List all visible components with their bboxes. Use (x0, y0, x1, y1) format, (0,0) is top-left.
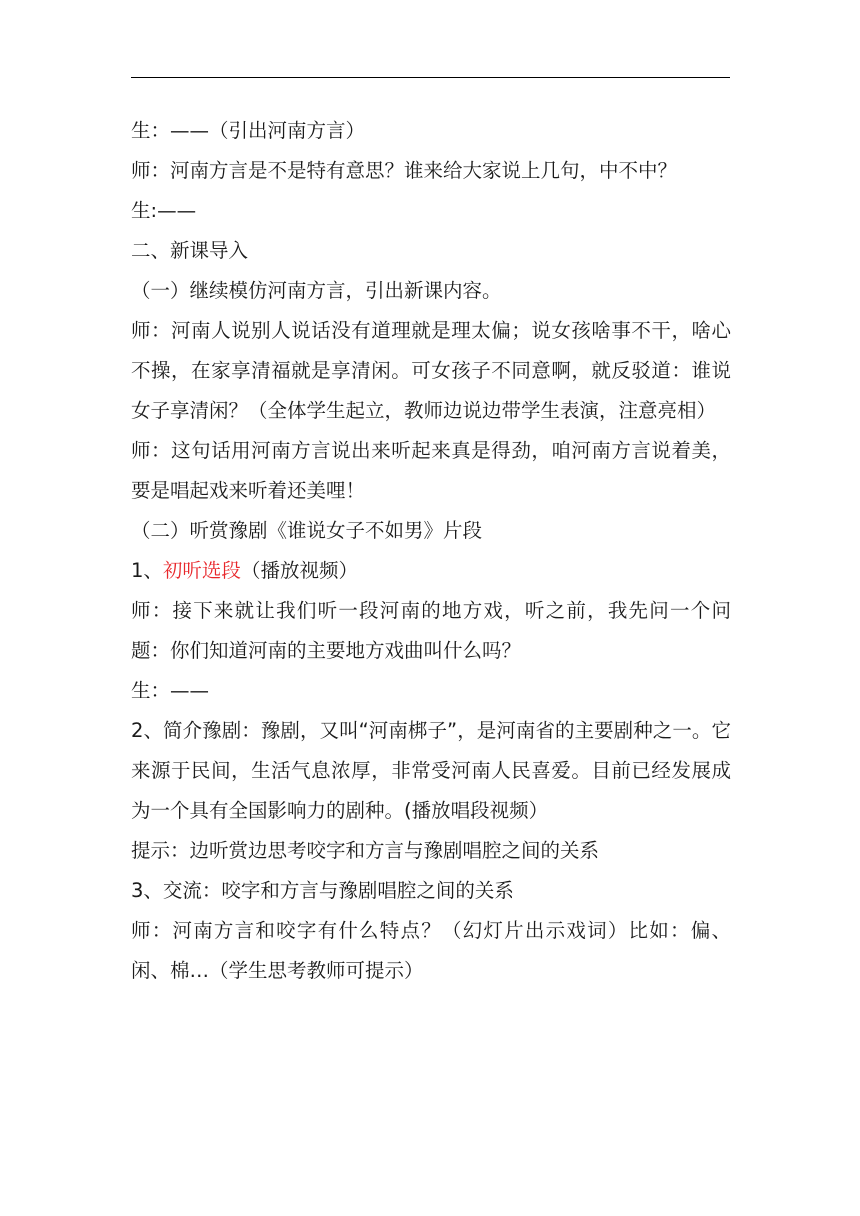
paragraph-teacher-intro: 师：接下来就让我们听一段河南的地方戏，听之前，我先问一个问题：你们知道河南的主要地方戏曲叫什么吗？ (131, 599, 731, 662)
step-number: 1、 (131, 559, 163, 582)
highlighted-text: 初听选段 (162, 559, 241, 582)
paragraph-hint: 提示：边听赏边思考咬字和方言与豫剧唱腔之间的关系 (131, 839, 600, 862)
paragraph-teacher-question: 师：河南方言是不是特有意思？谁来给大家说上几句，中不中？ (131, 159, 678, 182)
step-heading: 3、交流：咬字和方言与豫剧唱腔之间的关系 (131, 879, 514, 902)
subsection-heading: （二）听赏豫剧《谁说女子不如男》片段 (131, 519, 483, 542)
step-note: （播放视频） (240, 559, 358, 582)
paragraph-teacher-dialect: 师：河南人说别人说话没有道理就是理太偏；说女孩啥事不干，啥心不操，在家享清福就是享清闲。可女孩子不同意啊，就反驳道：谁说女子享清闲？（全体学生起立，教师边说边带学生表演，注意亮相） (131, 319, 731, 422)
paragraph-student-reply: 生：—— (131, 679, 210, 702)
section-heading: 二、新课导入 (131, 239, 249, 262)
step-heading (131, 551, 731, 591)
subsection-heading: （一）继续模仿河南方言，引出新课内容。 (131, 279, 502, 302)
paragraph-opera-intro: 2、简介豫剧：豫剧，又叫“河南梆子”，是河南省的主要剧种之一。它来源于民间，生活气息浓厚，非常受河南人民喜爱。目前已经发展成为一个具有全国影响力的剧种。(播放唱段视频） (131, 719, 731, 822)
document-body (131, 111, 731, 991)
paragraph-student-reply: 生：——（引出河南方言） (131, 119, 366, 142)
paragraph-teacher-discussion: 师：河南方言和咬字有什么特点？（幻灯片出示戏词）比如：偏、闲、棉…（学生思考教师可提示） (131, 919, 731, 982)
paragraph-student-reply: 生:—— (131, 199, 197, 222)
paragraph-teacher-comment: 师：这句话用河南方言说出来听起来真是得劲，咱河南方言说着美，要是唱起戏来听着还美哩！ (131, 439, 731, 502)
header-rule (131, 77, 730, 78)
